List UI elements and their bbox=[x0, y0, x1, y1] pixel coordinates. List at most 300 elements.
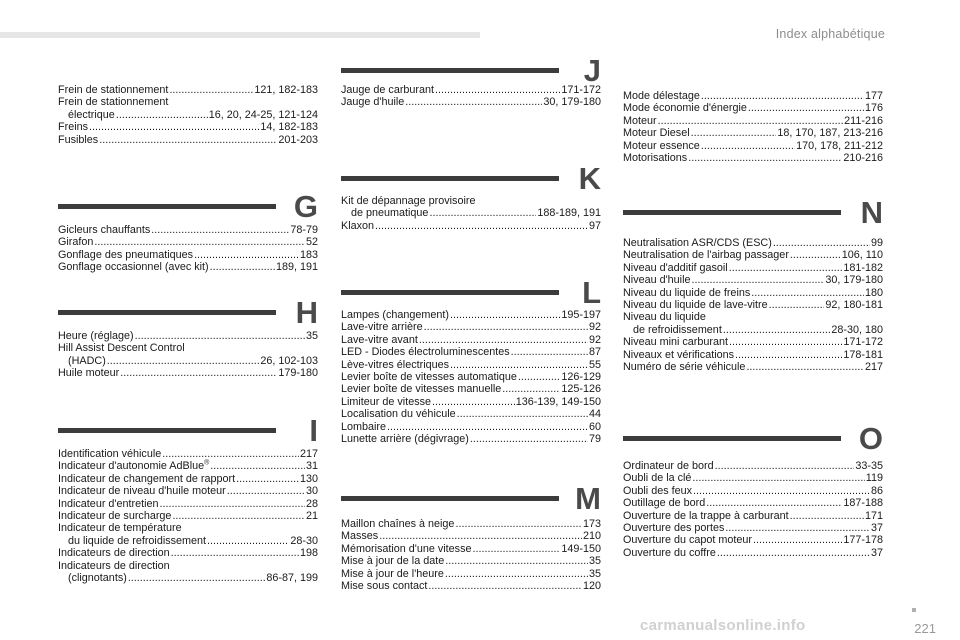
entry-line bbox=[623, 152, 883, 164]
entry-line bbox=[623, 361, 883, 373]
entry-line bbox=[58, 342, 318, 354]
dot-leader bbox=[701, 140, 795, 152]
page-reference: 195-197 bbox=[561, 309, 601, 321]
entry-line bbox=[58, 109, 318, 121]
dot-leader bbox=[691, 127, 777, 139]
dot-leader bbox=[692, 274, 825, 286]
index-entry bbox=[58, 522, 318, 547]
index-entry bbox=[341, 433, 601, 445]
entry-term bbox=[58, 121, 88, 133]
index-entry bbox=[623, 152, 883, 164]
entry-term bbox=[351, 207, 428, 219]
page-reference: 37 bbox=[870, 546, 883, 559]
index-entry bbox=[623, 497, 883, 509]
section-rule bbox=[58, 310, 276, 315]
registered-mark: ® bbox=[204, 459, 210, 467]
entry-term bbox=[623, 485, 692, 497]
entry-line bbox=[341, 371, 601, 383]
page-reference: 106, 110 bbox=[841, 249, 883, 262]
entry-term bbox=[58, 134, 98, 146]
page-reference: 92 bbox=[588, 321, 601, 334]
page-reference: 30, 179-180 bbox=[825, 274, 883, 287]
entry-term-text: Indicateur de surcharge bbox=[58, 510, 172, 523]
dot-leader bbox=[169, 84, 253, 96]
entry-term-text: Mode économie d'énergie bbox=[623, 102, 747, 115]
page-reference: 97 bbox=[588, 219, 601, 232]
section-l bbox=[341, 275, 601, 446]
index-entry bbox=[623, 287, 883, 299]
dot-leader bbox=[419, 334, 588, 346]
dot-leader bbox=[171, 547, 299, 559]
dot-leader bbox=[729, 336, 842, 348]
entry-term bbox=[623, 152, 687, 164]
entry-line bbox=[623, 249, 883, 261]
entry-line bbox=[623, 299, 883, 311]
dot-leader bbox=[375, 220, 588, 232]
entry-term bbox=[341, 568, 444, 580]
section-rule bbox=[58, 204, 276, 209]
page-reference: 26, 102-103 bbox=[260, 354, 318, 367]
entry-list bbox=[58, 84, 318, 146]
entry-term bbox=[623, 472, 691, 484]
entry-line bbox=[623, 336, 883, 348]
entry-term-text: Oubli de la clé bbox=[623, 472, 692, 485]
index-column-1 bbox=[58, 0, 318, 640]
dot-leader bbox=[428, 580, 582, 592]
page-reference: 31 bbox=[305, 460, 318, 473]
entry-term-text: Mise sous contact bbox=[341, 580, 428, 593]
entry-term bbox=[58, 460, 209, 472]
entry-term-text: Indicateurs de direction bbox=[58, 547, 170, 560]
index-entry bbox=[623, 510, 883, 522]
entry-term-text: Ouverture de la trappe à carburant bbox=[623, 509, 789, 522]
page-reference: 60 bbox=[588, 420, 601, 433]
entry-term-text: Girafon bbox=[58, 236, 94, 249]
section-letter: I bbox=[309, 413, 318, 448]
page-reference: 87 bbox=[588, 346, 601, 359]
entry-line bbox=[58, 510, 318, 522]
entry-term bbox=[341, 321, 423, 333]
entry-term bbox=[623, 349, 734, 361]
dot-leader bbox=[729, 262, 843, 274]
section-rule bbox=[341, 290, 559, 295]
index-entry bbox=[341, 220, 601, 232]
section-letter: K bbox=[578, 161, 601, 196]
dot-leader bbox=[120, 367, 277, 379]
page-reference: 52 bbox=[305, 236, 318, 249]
entry-term bbox=[623, 361, 745, 373]
entry-term-text: Frein de stationnement bbox=[58, 96, 169, 109]
letter-header bbox=[58, 189, 318, 236]
index-entry bbox=[341, 359, 601, 371]
entry-term bbox=[58, 485, 226, 497]
entry-line bbox=[58, 547, 318, 559]
dot-leader bbox=[194, 249, 299, 261]
entry-term-text: Moteur bbox=[623, 114, 657, 127]
entry-term-text: Niveau d'huile bbox=[623, 274, 691, 287]
index-entry bbox=[341, 371, 601, 383]
entry-line bbox=[58, 367, 318, 379]
entry-term-text: Klaxon bbox=[341, 219, 375, 232]
dot-leader bbox=[379, 530, 582, 542]
dot-leader bbox=[227, 485, 305, 497]
page-reference: 28-30 bbox=[290, 534, 318, 547]
page-number: 221 bbox=[914, 621, 936, 636]
entry-line bbox=[341, 408, 601, 420]
entry-line bbox=[341, 530, 601, 542]
dot-leader bbox=[470, 433, 588, 445]
entry-list bbox=[58, 448, 318, 584]
entry-line bbox=[58, 572, 318, 584]
entry-line bbox=[623, 115, 883, 127]
entry-term bbox=[58, 84, 168, 96]
page-reference: 177 bbox=[864, 90, 883, 102]
page-reference: 30 bbox=[305, 485, 318, 498]
page-reference: 198 bbox=[299, 547, 318, 560]
dot-leader bbox=[210, 261, 275, 273]
dot-leader bbox=[94, 236, 305, 248]
page-reference: 181-182 bbox=[843, 261, 883, 274]
entry-line bbox=[623, 472, 883, 484]
index-entry bbox=[58, 342, 318, 367]
dot-leader bbox=[688, 152, 842, 164]
entry-term-text: Levier boîte de vitesses manuelle bbox=[341, 383, 502, 396]
entry-term-text: Lève-vitres électriques bbox=[341, 358, 450, 371]
entry-term-text: (clignotants) bbox=[68, 572, 127, 585]
page-reference: 171-172 bbox=[561, 84, 601, 96]
dot-leader bbox=[706, 497, 842, 509]
page-reference: 211-216 bbox=[844, 114, 883, 127]
index-entry bbox=[623, 90, 883, 102]
entry-line bbox=[341, 220, 601, 232]
entry-line bbox=[623, 547, 883, 559]
letter-header bbox=[623, 195, 883, 242]
entry-term-text: Frein de stationnement bbox=[58, 84, 169, 96]
entry-term-text: Lunette arrière (dégivrage) bbox=[341, 433, 469, 446]
entry-term bbox=[341, 555, 444, 567]
entry-term bbox=[58, 522, 182, 534]
index-entry bbox=[623, 127, 883, 139]
entry-term bbox=[341, 383, 501, 395]
page-reference: 35 bbox=[588, 567, 601, 580]
entry-term bbox=[623, 510, 789, 522]
entry-line bbox=[341, 568, 601, 580]
entry-line bbox=[58, 460, 318, 472]
dot-leader bbox=[457, 408, 588, 420]
entry-term bbox=[623, 102, 747, 114]
dot-leader bbox=[429, 207, 536, 219]
entry-term-text: Jauge d'huile bbox=[341, 96, 405, 109]
page-reference: 217 bbox=[864, 361, 883, 374]
entry-line bbox=[58, 84, 318, 96]
entry-term bbox=[58, 547, 170, 559]
entry-term bbox=[341, 334, 418, 346]
page-reference: 177-178 bbox=[843, 534, 883, 547]
dot-leader bbox=[723, 324, 831, 336]
index-entry bbox=[341, 321, 601, 333]
dot-leader bbox=[207, 535, 289, 547]
entry-line bbox=[58, 485, 318, 497]
page-reference: 55 bbox=[588, 358, 601, 371]
entry-term-text: Mémorisation d'une vitesse bbox=[341, 542, 472, 555]
entry-line bbox=[341, 321, 601, 333]
page-reference: 173 bbox=[582, 518, 601, 530]
section-m bbox=[341, 481, 601, 593]
entry-line bbox=[341, 543, 601, 555]
section-rule bbox=[341, 496, 559, 501]
entry-line bbox=[623, 534, 883, 546]
section-o bbox=[623, 421, 883, 559]
page-reference: 21 bbox=[305, 510, 318, 523]
entry-line bbox=[623, 311, 883, 323]
entry-term-text: Mise à jour de l'heure bbox=[341, 567, 444, 580]
entry-term bbox=[341, 580, 427, 592]
section-letter: H bbox=[295, 295, 318, 330]
page-reference: 126-129 bbox=[561, 371, 601, 384]
section-letter: M bbox=[575, 481, 601, 516]
entry-line bbox=[623, 274, 883, 286]
entry-line bbox=[58, 355, 318, 367]
entry-term bbox=[341, 421, 386, 433]
entry-term-text: Mise à jour de la date bbox=[341, 555, 445, 568]
letter-header bbox=[341, 481, 601, 528]
dot-leader bbox=[89, 121, 259, 133]
section-j bbox=[341, 53, 601, 109]
entry-line bbox=[623, 485, 883, 497]
entry-line bbox=[623, 140, 883, 152]
page-header-title: Index alphabétique bbox=[775, 27, 885, 41]
entry-line bbox=[341, 207, 601, 219]
index-entry bbox=[341, 396, 601, 408]
dot-leader bbox=[725, 522, 870, 534]
entry-term bbox=[623, 262, 728, 274]
entry-term-text: Huile moteur bbox=[58, 367, 120, 380]
entry-line bbox=[623, 127, 883, 139]
index-entry bbox=[623, 115, 883, 127]
page-reference: 16, 20, 24-25, 121-124 bbox=[208, 108, 318, 121]
page-reference: 130 bbox=[299, 472, 318, 485]
dot-leader bbox=[424, 321, 588, 333]
index-entry bbox=[623, 336, 883, 348]
entry-term-text: Ordinateur de bord bbox=[623, 460, 714, 472]
entry-line bbox=[623, 90, 883, 102]
page-reference: 86 bbox=[870, 484, 883, 497]
entry-line bbox=[58, 522, 318, 534]
dot-leader bbox=[735, 349, 842, 361]
entry-term-text: Ouverture du coffre bbox=[623, 546, 716, 559]
page-reference: 28 bbox=[305, 497, 318, 510]
entry-term bbox=[341, 530, 378, 542]
page-reference: 33-35 bbox=[855, 460, 883, 472]
entry-term-text: Indicateur de niveau d'huile moteur bbox=[58, 485, 226, 498]
entry-term bbox=[623, 127, 690, 139]
section-rule bbox=[623, 210, 841, 215]
page-reference: 183 bbox=[299, 248, 318, 261]
entry-term-text: Lave-vitre avant bbox=[341, 333, 418, 346]
entry-term bbox=[58, 96, 168, 108]
watermark-text: carmanualsonline.info bbox=[640, 617, 806, 634]
entry-term bbox=[341, 543, 472, 555]
index-entry bbox=[623, 102, 883, 114]
entry-term bbox=[623, 274, 691, 286]
section-letter: N bbox=[860, 195, 883, 230]
entry-term-text: électrique bbox=[68, 108, 115, 121]
index-entry bbox=[623, 472, 883, 484]
entry-term-text: (HADC) bbox=[68, 354, 106, 367]
entry-line bbox=[341, 433, 601, 445]
entry-term-text: Jauge de carburant bbox=[341, 84, 435, 96]
index-entry bbox=[341, 580, 601, 592]
entry-term-text: Fusibles bbox=[58, 133, 99, 146]
entry-term-text: Lave-vitre arrière bbox=[341, 321, 423, 334]
index-entry bbox=[341, 383, 601, 395]
dot-leader bbox=[753, 534, 842, 546]
section-h bbox=[58, 295, 318, 380]
section-letter: O bbox=[858, 421, 883, 456]
section-m-continued bbox=[623, 90, 883, 164]
entry-term bbox=[341, 346, 510, 358]
index-entry bbox=[341, 568, 601, 580]
entry-term bbox=[623, 336, 728, 348]
entry-term-text: Niveau du liquide de lave-vitre bbox=[623, 299, 768, 312]
entry-term bbox=[623, 299, 768, 311]
entry-term-text: Indicateur de changement de rapport bbox=[58, 472, 236, 485]
entry-term-text: Moteur Diesel bbox=[623, 127, 690, 140]
page-reference: 121, 182-183 bbox=[254, 84, 318, 96]
entry-term bbox=[623, 287, 750, 299]
page-reference: 125-126 bbox=[561, 383, 601, 396]
section-rule bbox=[58, 428, 276, 433]
index-entry bbox=[58, 134, 318, 146]
entry-term bbox=[341, 408, 456, 420]
page-reference: 178-181 bbox=[843, 348, 883, 361]
page-reference: 18, 170, 187, 213-216 bbox=[777, 127, 883, 140]
index-entry bbox=[341, 530, 601, 542]
index-entry bbox=[623, 547, 883, 559]
dot-leader bbox=[445, 555, 588, 567]
section-f bbox=[58, 84, 318, 146]
entry-term-text: Niveau du liquide bbox=[623, 311, 706, 324]
index-entry bbox=[58, 96, 318, 121]
entry-line bbox=[58, 249, 318, 261]
entry-term-text: Indicateur de température bbox=[58, 522, 182, 535]
dot-leader bbox=[387, 421, 588, 433]
dot-leader bbox=[748, 102, 864, 114]
dot-leader bbox=[751, 287, 864, 299]
letter-header bbox=[58, 295, 318, 342]
entry-line bbox=[341, 359, 601, 371]
entry-term-text: Lombaire bbox=[341, 420, 387, 433]
section-letter: J bbox=[583, 53, 601, 88]
entry-line bbox=[623, 324, 883, 336]
entry-term bbox=[341, 359, 449, 371]
entry-term-text: Outillage de bord bbox=[623, 497, 706, 510]
entry-term-text: Identification véhicule bbox=[58, 448, 162, 460]
entry-term-text: du liquide de refroidissement bbox=[68, 534, 207, 547]
page-reference: 180 bbox=[864, 286, 883, 299]
entry-term-text: Oubli des feux bbox=[623, 484, 693, 497]
entry-term-text: Numéro de série véhicule bbox=[623, 361, 746, 374]
entry-list bbox=[623, 237, 883, 373]
entry-term bbox=[68, 572, 127, 584]
index-entry bbox=[623, 534, 883, 546]
index-entry bbox=[58, 473, 318, 485]
entry-term bbox=[623, 115, 657, 127]
page-reference: 176 bbox=[864, 102, 883, 115]
index-entry bbox=[341, 421, 601, 433]
dot-leader bbox=[769, 299, 825, 311]
entry-term bbox=[623, 547, 716, 559]
entry-line bbox=[623, 522, 883, 534]
index-entry bbox=[58, 510, 318, 522]
entry-list bbox=[623, 460, 883, 559]
dot-leader bbox=[99, 134, 277, 146]
entry-line bbox=[341, 383, 601, 395]
entry-term-text: Niveaux et vérifications bbox=[623, 348, 735, 361]
page-reference: 179-180 bbox=[278, 367, 318, 380]
page-reference: 79 bbox=[588, 433, 601, 446]
dot-leader bbox=[432, 396, 515, 408]
entry-line bbox=[341, 346, 601, 358]
dot-leader bbox=[701, 90, 864, 102]
page-reference: 92, 180-181 bbox=[825, 299, 883, 312]
entry-term bbox=[341, 433, 469, 445]
entry-term bbox=[68, 109, 115, 121]
page-reference: 187-188 bbox=[843, 497, 883, 510]
index-entry bbox=[623, 140, 883, 152]
index-entry bbox=[623, 274, 883, 286]
section-rule bbox=[623, 436, 841, 441]
entry-term-text: Gonflage des pneumatiques bbox=[58, 248, 194, 261]
entry-term-text: Motorisations bbox=[623, 152, 688, 165]
index-entry bbox=[58, 249, 318, 261]
dot-leader bbox=[450, 359, 588, 371]
entry-term-text: Masses bbox=[341, 530, 379, 543]
entry-term-text: Freins bbox=[58, 121, 88, 134]
index-column-2 bbox=[341, 0, 601, 640]
entry-line bbox=[341, 580, 601, 592]
entry-line bbox=[341, 396, 601, 408]
section-rule bbox=[341, 68, 559, 73]
entry-term-text: Localisation du véhicule bbox=[341, 408, 456, 421]
page-reference: 210-216 bbox=[843, 152, 883, 165]
entry-term bbox=[623, 249, 789, 261]
page-reference: 92 bbox=[588, 333, 601, 346]
entry-term bbox=[58, 498, 159, 510]
section-i bbox=[58, 413, 318, 585]
entry-term-text: de refroidissement bbox=[633, 323, 722, 336]
page-reference: 171 bbox=[864, 509, 883, 522]
index-entry bbox=[58, 460, 318, 472]
entry-term bbox=[58, 236, 93, 248]
entry-line bbox=[623, 497, 883, 509]
section-letter: G bbox=[293, 189, 318, 224]
dot-leader bbox=[473, 543, 561, 555]
dot-leader bbox=[746, 361, 864, 373]
dot-leader bbox=[717, 547, 870, 559]
dot-leader bbox=[658, 115, 844, 127]
entry-term bbox=[623, 497, 705, 509]
entry-line bbox=[58, 498, 318, 510]
index-entry bbox=[58, 236, 318, 248]
dot-leader bbox=[445, 568, 588, 580]
index-entry bbox=[58, 261, 318, 273]
page-reference: 170, 178, 211-212 bbox=[796, 139, 883, 152]
entry-term-text: Ouverture des portes bbox=[623, 522, 725, 535]
entry-term bbox=[58, 261, 209, 273]
entry-term-text: LED - Diodes électroluminescentes bbox=[341, 346, 510, 359]
dot-leader bbox=[693, 485, 870, 497]
